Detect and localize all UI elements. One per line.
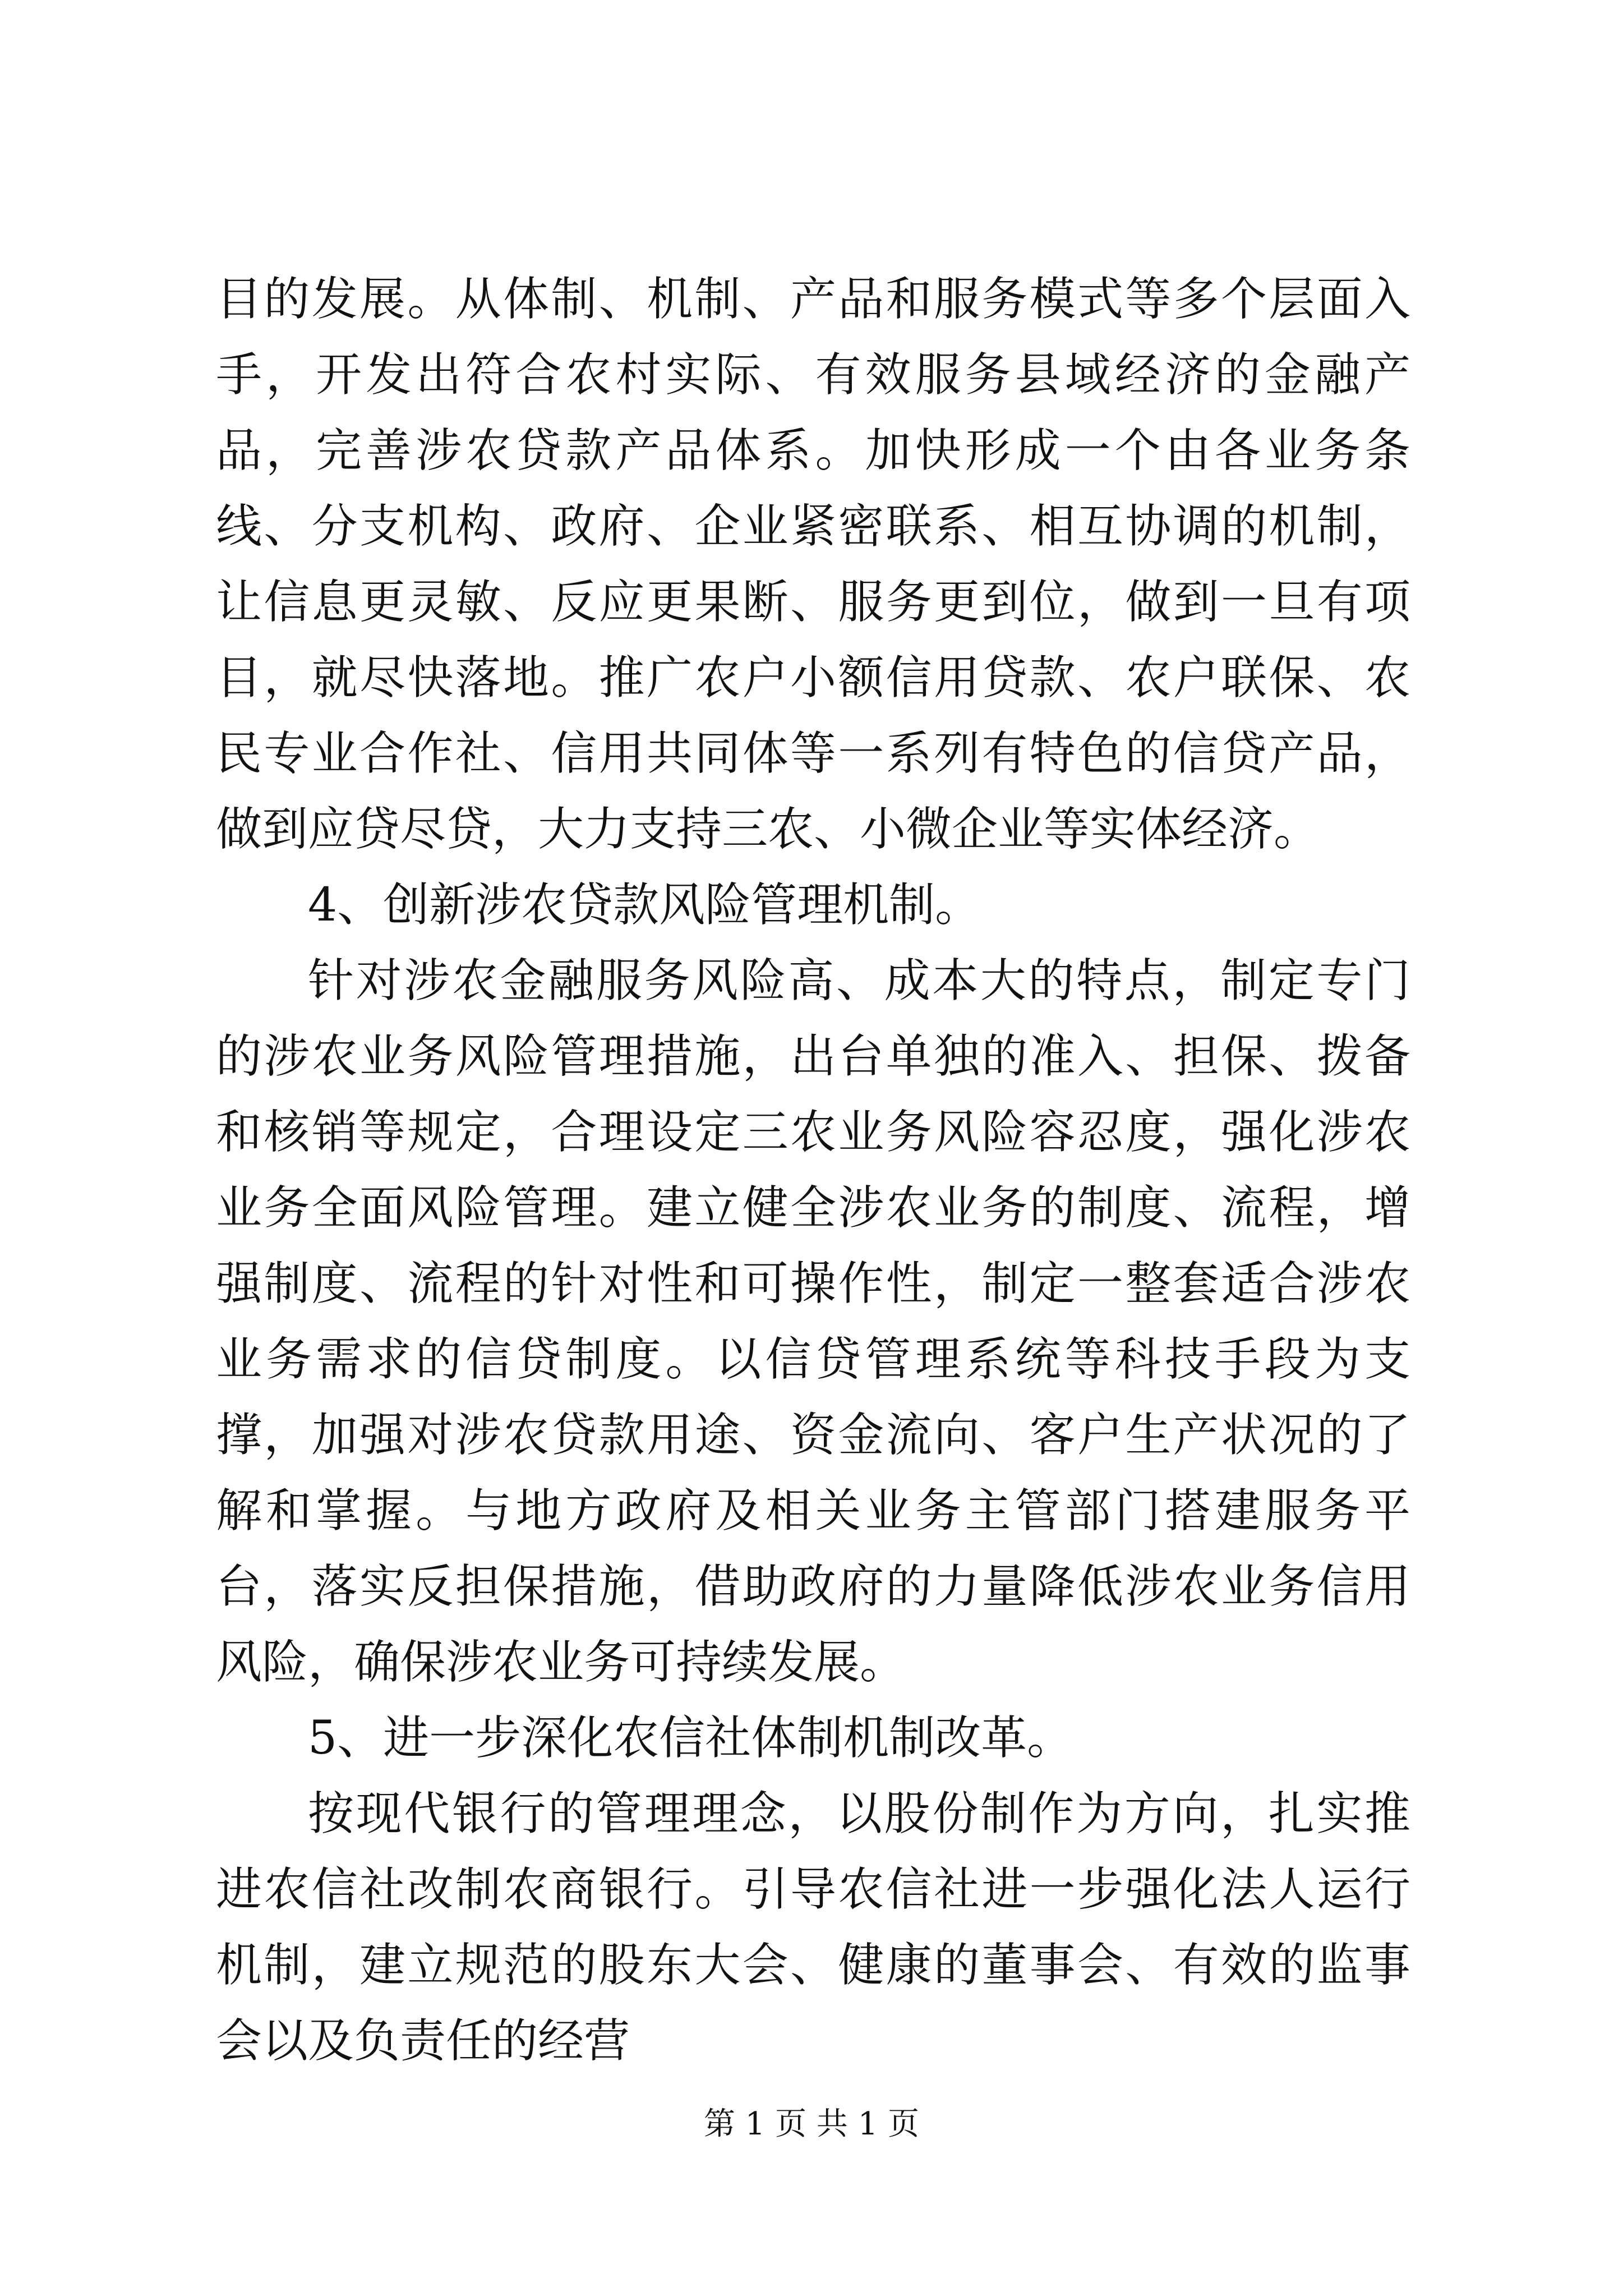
paragraph-continuation: 目的发展。从体制、机制、产品和服务模式等多个层面入手，开发出符合农村实际、有效服务县域经济的金融产品，完善涉农贷款产品体系。加快形成一个由各业务条线、分支机构、政府、企业紧密联系、相互协调的机制，让信息更灵敏、反应更果断、服务更到位，做到一旦有项目，就尽快落地。推广农户小额信用贷款、农户联保、农民专业合作社、信用共同体等一系列有特色的信贷产品，做到应贷尽贷，大力支持三农、小微企业等实体经济。 <box>216 273 1410 856</box>
paragraph-risk-management: 针对涉农金融服务风险高、成本大的特点，制定专门的涉农业务风险管理措施，出台单独的准入、担保、拨备和核销等规定，合理设定三农业务风险容忍度，强化涉农业务全面风险管理。建立健全涉农业务的制度、流程，增强制度、流程的针对性和可操作性，制定一整套适合涉农业务需求的信贷制度。以信贷管理系统等科技手段为支撑，加强对涉农贷款用途、资金流向、客户生产状况的了解和掌握。与地方政府及相关业务主管部门搭建服务平台，落实反担保措施，借助政府的力量降低涉农业务信用风险，确保涉农业务可持续发展。 <box>216 954 1410 1689</box>
section-heading-5: 5、进一步深化农信社体制机制改革。 <box>308 1711 1073 1765</box>
paragraph-reform: 按现代银行的管理理念，以股份制作为方向，扎实推进农信社改制农商银行。引导农信社进一步强化法人运行机制，建立规范的股东大会、健康的董事会、有效的监事会以及负责任的经营 <box>216 1787 1410 2068</box>
page-footer: 第 1 页 共 1 页 <box>703 2106 920 2142</box>
document-body <box>216 261 1410 2079</box>
section-heading-4: 4、创新涉农贷款风险管理机制。 <box>308 878 981 932</box>
